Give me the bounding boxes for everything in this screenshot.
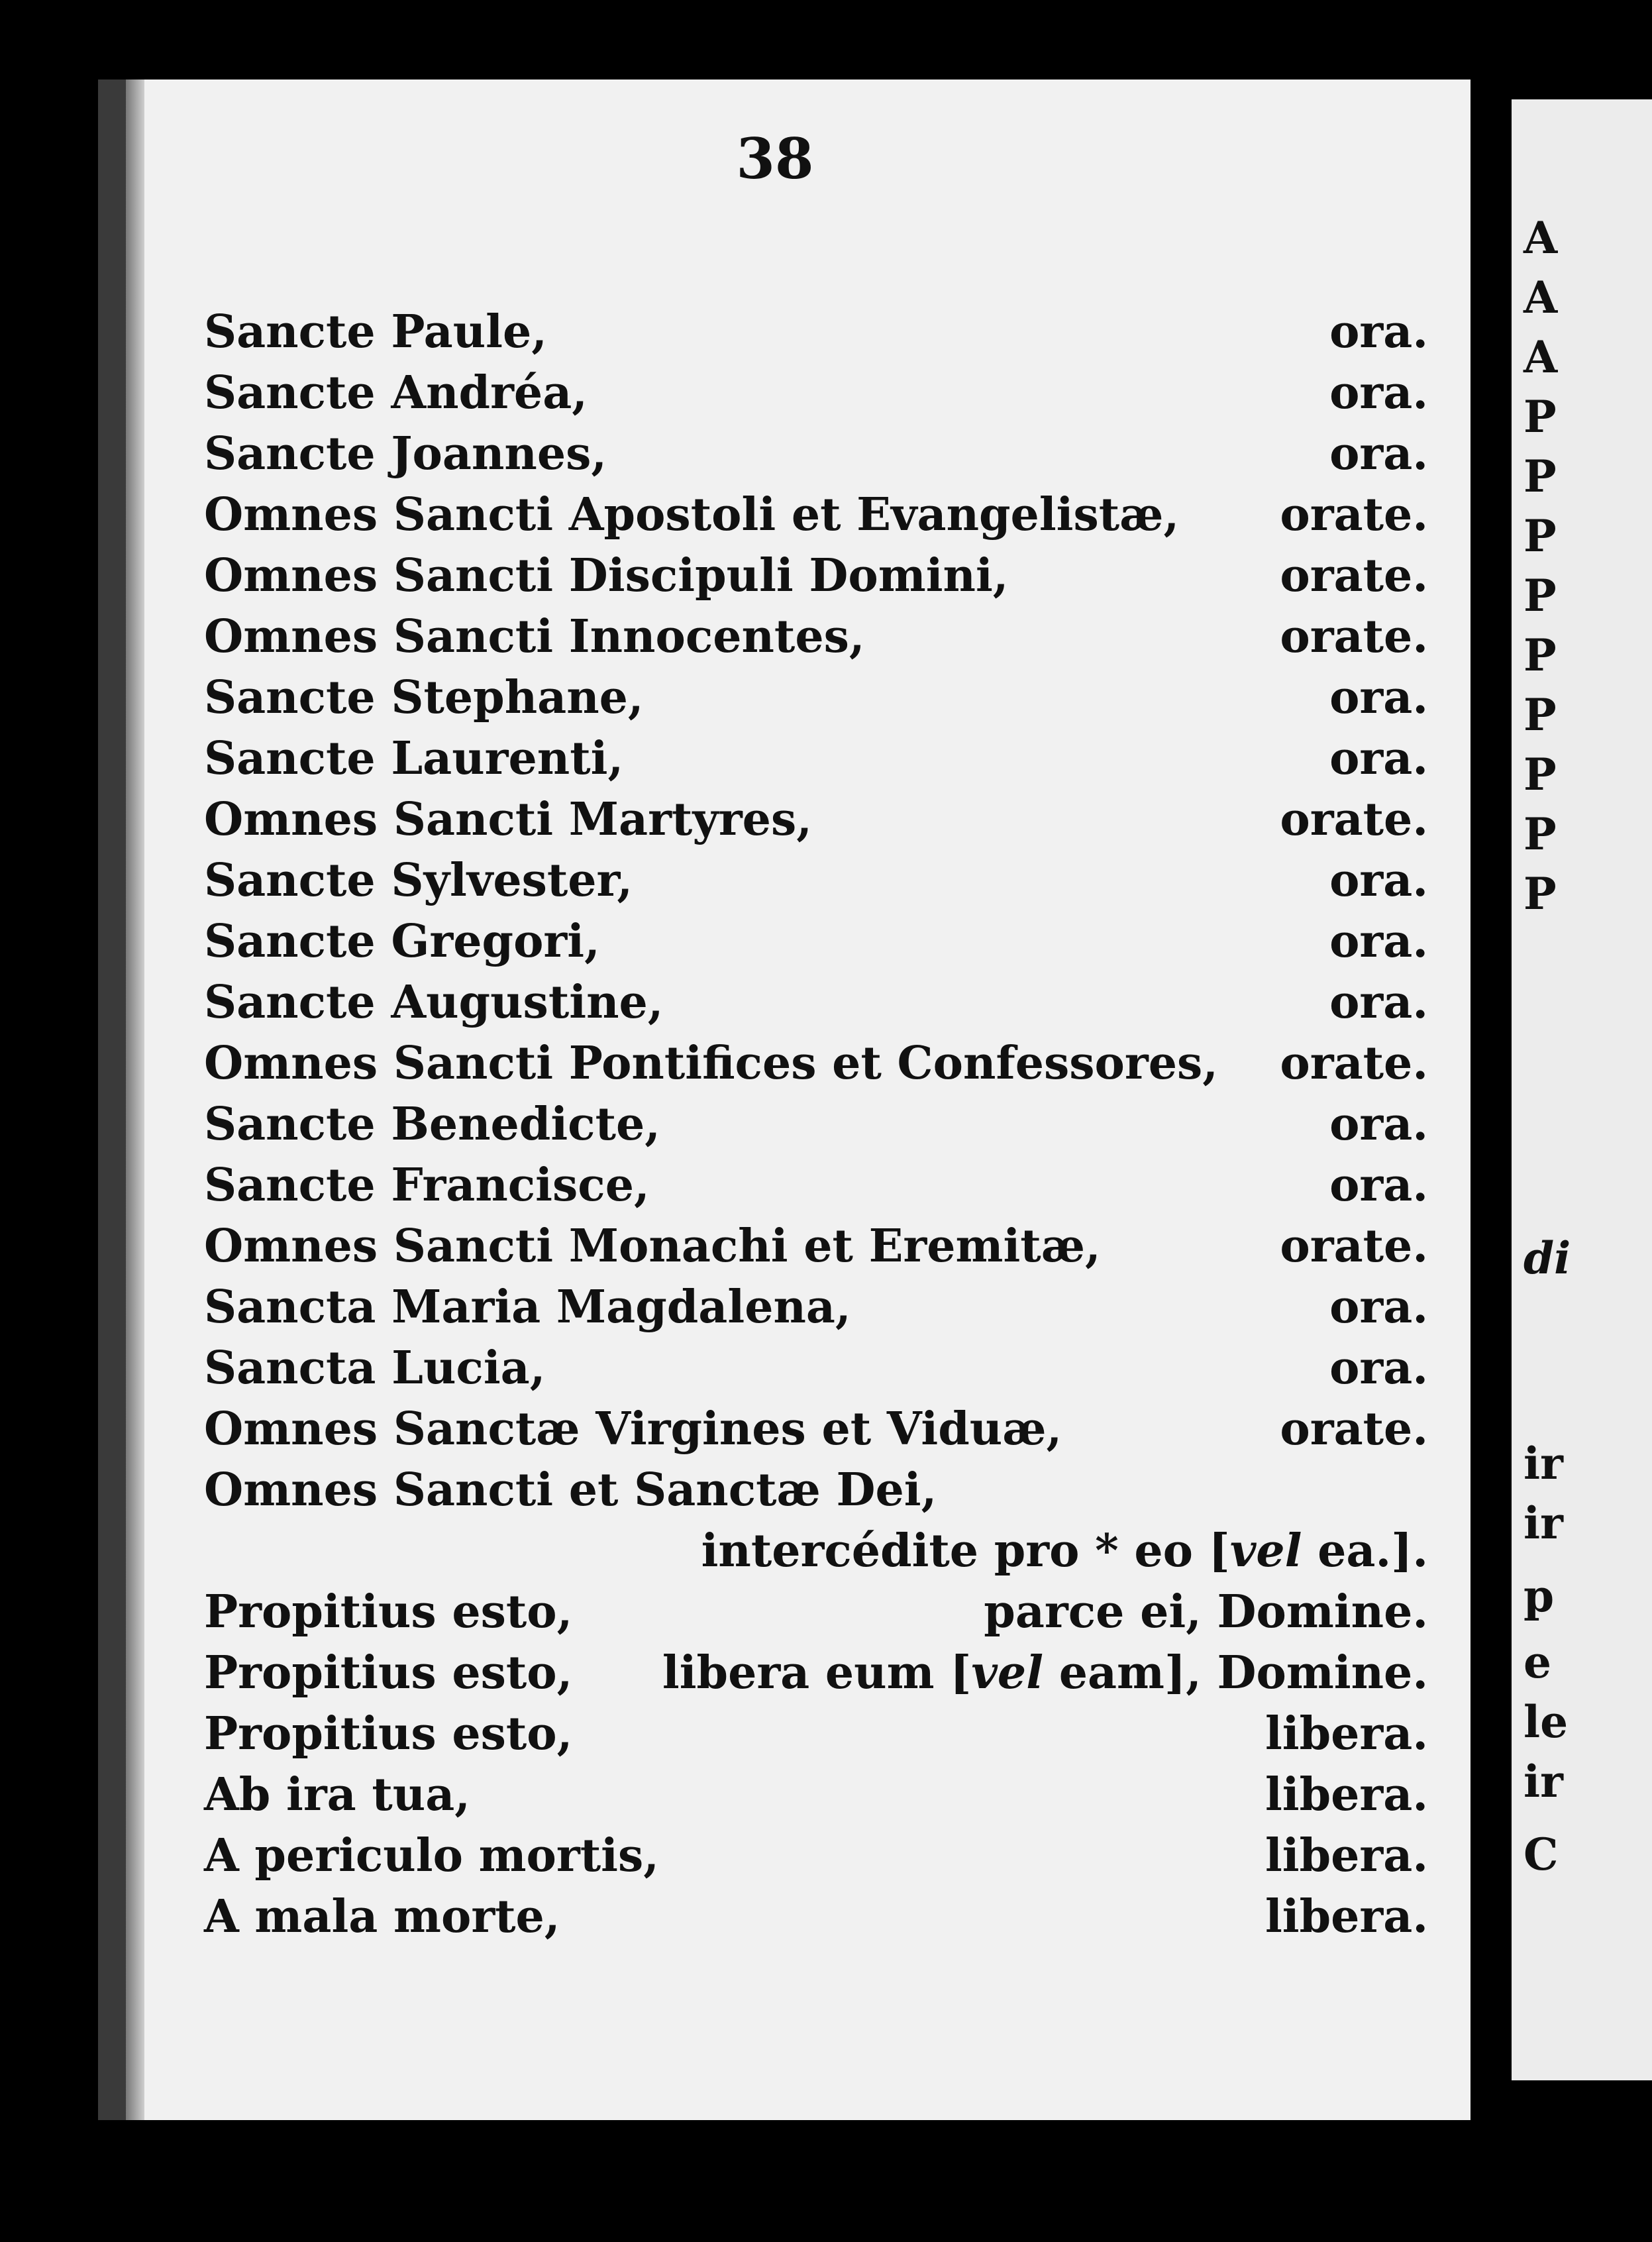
response-text: ora. — [1329, 1342, 1428, 1395]
facing-page-fragment: P — [1523, 570, 1557, 621]
invocation-text: Omnes Sancti Martyres, — [204, 793, 812, 846]
response-italic: vel — [971, 1646, 1044, 1699]
response-text: ora. — [1329, 671, 1428, 724]
response-prefix: libera. — [1265, 1707, 1428, 1760]
litany-line — [204, 1094, 1428, 1155]
continuation-italic: vel — [1229, 1524, 1302, 1577]
litany-line — [204, 423, 1428, 484]
litany-line — [204, 850, 1428, 911]
invocation-text: Omnes Sancti Discipuli Domini, — [204, 549, 1009, 602]
invocation-text: Sancte Paule, — [204, 305, 547, 358]
response-text: ora. — [1329, 854, 1428, 907]
response-text: ora. — [1329, 732, 1428, 785]
response-prefix: libera eum [ — [662, 1646, 972, 1699]
litany-line — [204, 362, 1428, 423]
deliverance-line — [204, 1886, 1428, 1947]
litany-line — [204, 1155, 1428, 1216]
litany-line — [204, 667, 1428, 728]
propitius-line — [204, 1581, 1428, 1642]
response-text: ora. — [1329, 427, 1428, 480]
invocation-text: Propitius esto, — [204, 1585, 573, 1638]
facing-page-fragment: le — [1523, 1696, 1569, 1748]
response-text: libera. — [1265, 1829, 1428, 1882]
litany-line — [204, 1399, 1428, 1460]
invocation-text: Omnes Sancti Innocentes, — [204, 610, 865, 663]
invocation-text: Sancte Andréa, — [204, 366, 588, 419]
litany-line — [204, 484, 1428, 545]
response-text: ora. — [1329, 1159, 1428, 1212]
litany-line — [204, 1277, 1428, 1338]
response-text: libera. — [1265, 1890, 1428, 1943]
invocation-text: Sancte Stephane, — [204, 671, 644, 724]
facing-page-fragment: A — [1523, 212, 1558, 264]
litany-line — [204, 1216, 1428, 1277]
litany-line — [204, 301, 1428, 362]
invocation-text: Ab ira tua, — [204, 1768, 470, 1821]
propitius-line — [204, 1642, 1428, 1703]
deliverance-lines — [204, 1764, 1428, 1947]
invocation-text: Omnes Sancti Pontifices et Confessores, — [204, 1037, 1218, 1090]
invocation-text: Omnes Sancti Apostoli et Evangelistæ, — [204, 488, 1180, 541]
response-text: orate. — [1280, 1037, 1428, 1090]
invocation-text: Sancta Maria Magdalena, — [204, 1281, 851, 1334]
response-text: ora. — [1329, 305, 1428, 358]
facing-page-fragment: P — [1523, 629, 1557, 681]
facing-page-fragment: P — [1523, 451, 1557, 502]
facing-page-fragment: di — [1523, 1232, 1571, 1284]
response-text: orate. — [1280, 793, 1428, 846]
response-text: orate. — [1280, 549, 1428, 602]
invocation-text: A periculo mortis, — [204, 1829, 659, 1882]
invocation-text: Omnes Sancti Monachi et Eremitæ, — [204, 1220, 1101, 1273]
facing-page-fragment: ir — [1523, 1497, 1563, 1549]
continuation-prefix: intercédite pro * eo [ — [701, 1524, 1230, 1577]
response-text — [662, 1642, 1428, 1703]
book-binding-edge — [98, 80, 126, 2120]
response-text: orate. — [1280, 1403, 1428, 1456]
response-text: ora. — [1329, 1098, 1428, 1151]
invocation-text: Sancte Joannes, — [204, 427, 607, 480]
invocation-text: Sancte Augustine, — [204, 976, 664, 1029]
response-text: ora. — [1329, 366, 1428, 419]
litany-text — [204, 301, 1428, 1947]
invocation-text: Propitius esto, — [204, 1646, 573, 1699]
response-text: orate. — [1280, 610, 1428, 663]
facing-page-fragment: A — [1523, 331, 1558, 383]
litany-line — [204, 1338, 1428, 1399]
propitius-lines — [204, 1581, 1428, 1764]
facing-page-fragment: C — [1523, 1829, 1559, 1880]
facing-page-edge — [1512, 99, 1652, 2080]
facing-page-fragment: P — [1523, 749, 1557, 800]
invocation-text: Sancte Francisce, — [204, 1159, 650, 1212]
facing-page-fragment: A — [1523, 272, 1558, 323]
litany-line — [204, 1460, 1428, 1521]
response-text — [984, 1581, 1428, 1642]
deliverance-line — [204, 1764, 1428, 1825]
facing-page-fragment: P — [1523, 868, 1557, 920]
invocation-text: Sancte Sylvester, — [204, 854, 633, 907]
litany-line — [204, 545, 1428, 606]
response-text: libera. — [1265, 1768, 1428, 1821]
invocation-text: Propitius esto, — [204, 1707, 573, 1760]
facing-page-fragment: ir — [1523, 1438, 1563, 1489]
invocation-text: A mala morte, — [204, 1890, 560, 1943]
litany-line — [204, 789, 1428, 850]
facing-page-fragment: P — [1523, 391, 1557, 443]
response-text: orate. — [1280, 488, 1428, 541]
litany-line — [204, 606, 1428, 667]
facing-page-fragment: p — [1523, 1570, 1555, 1622]
facing-page-fragment: P — [1523, 689, 1557, 741]
response-text — [1265, 1703, 1428, 1764]
response-suffix: eam], Domine. — [1043, 1646, 1428, 1699]
facing-page-fragment: ir — [1523, 1756, 1563, 1807]
invocation-text: Omnes Sancti et Sanctæ Dei, — [204, 1464, 937, 1517]
response-prefix: parce ei, Domine. — [984, 1585, 1428, 1638]
invocation-text: Sancte Benedicte, — [204, 1098, 660, 1151]
invocation-text: Sancte Gregori, — [204, 915, 600, 968]
propitius-line — [204, 1703, 1428, 1764]
deliverance-line — [204, 1825, 1428, 1886]
litany-line — [204, 728, 1428, 789]
facing-page-fragment: P — [1523, 510, 1557, 562]
page-number: 38 — [736, 126, 814, 191]
invocation-text: Omnes Sanctæ Virgines et Viduæ, — [204, 1403, 1062, 1456]
invocation-text: Sancta Lucia, — [204, 1342, 546, 1395]
facing-page-fragment: P — [1523, 808, 1557, 860]
response-text: ora. — [1329, 1281, 1428, 1334]
response-text: ora. — [1329, 976, 1428, 1029]
litany-line — [204, 972, 1428, 1033]
continuation-suffix: ea.]. — [1302, 1524, 1428, 1577]
litany-line — [204, 911, 1428, 972]
litany-line — [204, 1033, 1428, 1094]
response-text: ora. — [1329, 915, 1428, 968]
litany-invocations — [204, 301, 1428, 1521]
facing-page-fragment: e — [1523, 1636, 1551, 1688]
response-text: orate. — [1280, 1220, 1428, 1273]
invocation-text: Sancte Laurenti, — [204, 732, 624, 785]
litany-continuation-line — [204, 1521, 1428, 1581]
